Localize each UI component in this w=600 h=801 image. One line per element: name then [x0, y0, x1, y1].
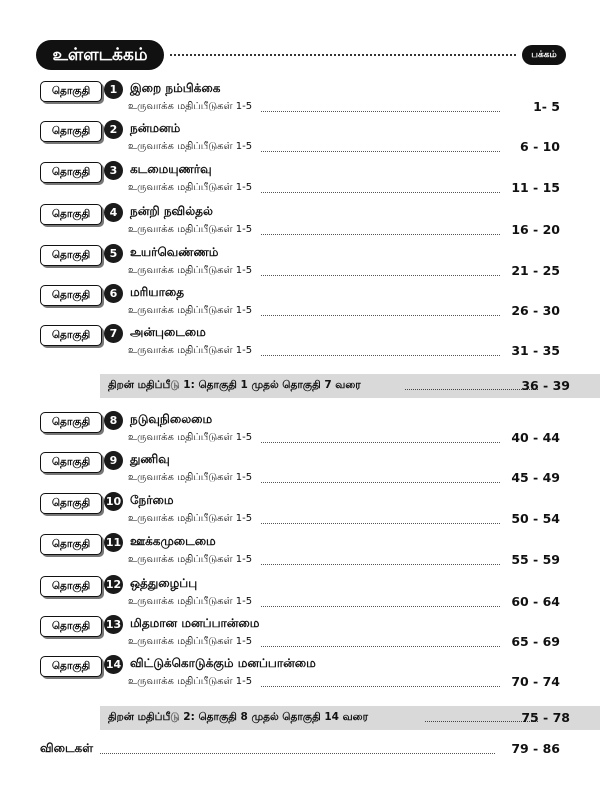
- dotted-leader: [261, 192, 500, 193]
- sub-label: உருவாக்க மதிப்பீடுகள் 1-5: [128, 265, 253, 276]
- lesson-title: நன்றி நவில்தல்: [130, 204, 213, 218]
- sub-label: உருவாக்க மதிப்பீடுகள் 1-5: [128, 636, 253, 647]
- lesson-title: அன்புடைமை: [130, 325, 206, 339]
- lesson-title: கடமையுணர்வு: [130, 162, 212, 176]
- page-range: 6 - 10: [520, 139, 560, 154]
- page-range: 45 - 49: [511, 470, 560, 485]
- lesson-number: 13: [104, 615, 123, 634]
- page-range: 16 - 20: [511, 222, 560, 237]
- sub-label: உருவாக்க மதிப்பீடுகள் 1-5: [128, 182, 253, 193]
- assessment-title: திறன் மதிப்பீடு 1: தொகுதி 1 முதல் தொகுதி 7 வரை: [108, 379, 361, 391]
- sub-label: உருவாக்க மதிப்பீடுகள் 1-5: [128, 101, 253, 112]
- lesson-badge: தொகுதி: [40, 245, 102, 266]
- lesson-badge: தொகுதி: [40, 412, 102, 433]
- lesson-number: 5: [104, 244, 123, 263]
- answers-label: விடைகள்: [40, 741, 94, 755]
- toc-entry-8[interactable]: [40, 410, 560, 448]
- toc-entry-4[interactable]: [40, 202, 560, 240]
- lesson-number: 3: [104, 161, 123, 180]
- page-range: 36 - 39: [521, 378, 570, 393]
- toc-entry-5[interactable]: [40, 243, 560, 281]
- toc-entry-6[interactable]: [40, 283, 560, 321]
- sub-label: உருவாக்க மதிப்பீடுகள் 1-5: [128, 305, 253, 316]
- toc-entry-7[interactable]: [40, 323, 560, 361]
- lesson-title: நன்மனம்: [130, 121, 181, 135]
- dotted-leader: [261, 482, 500, 483]
- lesson-badge: தொகுதி: [40, 452, 102, 473]
- dotted-leader: [261, 275, 500, 276]
- page-range: 21 - 25: [511, 263, 560, 278]
- sub-label: உருவாக்க மதிப்பீடுகள் 1-5: [128, 596, 253, 607]
- lesson-badge: தொகுதி: [40, 616, 102, 637]
- page-range: 55 - 59: [511, 552, 560, 567]
- toc-entry-10[interactable]: [40, 491, 560, 529]
- lesson-number: 7: [104, 324, 123, 343]
- lesson-badge: தொகுதி: [40, 325, 102, 346]
- toc-entry-14[interactable]: [40, 654, 560, 692]
- dotted-leader: [261, 606, 500, 607]
- lesson-badge: தொகுதி: [40, 162, 102, 183]
- dotted-leader: [261, 151, 500, 152]
- lesson-title: இறை நம்பிக்கை: [130, 81, 221, 95]
- sub-label: உருவாக்க மதிப்பீடுகள் 1-5: [128, 141, 253, 152]
- lesson-title: மிதமான மனப்பான்மை: [130, 616, 260, 630]
- page-range: 79 - 86: [511, 741, 560, 756]
- dotted-leader: [405, 389, 538, 390]
- lesson-title: ஊக்கமுடைமை: [130, 534, 216, 548]
- dotted-leader: [261, 564, 500, 565]
- lesson-badge: தொகுதி: [40, 576, 102, 597]
- lesson-number: 2: [104, 120, 123, 139]
- lesson-number: 12: [104, 575, 123, 594]
- dotted-leader: [261, 355, 500, 356]
- lesson-badge: தொகுதி: [40, 656, 102, 677]
- lesson-number: 6: [104, 284, 123, 303]
- dotted-leader: [170, 54, 516, 56]
- lesson-badge: தொகுதி: [40, 534, 102, 555]
- dotted-leader: [100, 753, 495, 754]
- toc-entry-3[interactable]: [40, 160, 560, 198]
- lesson-badge: தொகுதி: [40, 285, 102, 306]
- lesson-title: நடுவுநிலைமை: [130, 412, 213, 426]
- dotted-leader: [261, 315, 500, 316]
- toc-entry-9[interactable]: [40, 450, 560, 488]
- toc-entry-1[interactable]: [40, 79, 560, 117]
- lesson-number: 4: [104, 203, 123, 222]
- lesson-title: உயர்வெண்ணம்: [130, 245, 219, 259]
- sub-label: உருவாக்க மதிப்பீடுகள் 1-5: [128, 345, 253, 356]
- lesson-number: 11: [104, 533, 123, 552]
- sub-label: உருவாக்க மதிப்பீடுகள் 1-5: [128, 432, 253, 443]
- page-range: 31 - 35: [511, 343, 560, 358]
- sub-label: உருவாக்க மதிப்பீடுகள் 1-5: [128, 224, 253, 235]
- page-range: 75 - 78: [521, 710, 570, 725]
- sub-label: உருவாக்க மதிப்பீடுகள் 1-5: [128, 554, 253, 565]
- assessment-band-1[interactable]: [100, 374, 600, 398]
- sub-label: உருவாக்க மதிப்பீடுகள் 1-5: [128, 472, 253, 483]
- dotted-leader: [261, 234, 500, 235]
- toc-entry-2[interactable]: [40, 119, 560, 157]
- sub-label: உருவாக்க மதிப்பீடுகள் 1-5: [128, 676, 253, 687]
- page-range: 60 - 64: [511, 594, 560, 609]
- lesson-badge: தொகுதி: [40, 204, 102, 225]
- toc-entry-13[interactable]: [40, 614, 560, 652]
- page-column-label: பக்கம்: [522, 45, 566, 65]
- lesson-badge: தொகுதி: [40, 81, 102, 102]
- page-range: 11 - 15: [511, 180, 560, 195]
- toc-entry-11[interactable]: [40, 532, 560, 570]
- dotted-leader: [261, 686, 500, 687]
- lesson-number: 8: [104, 411, 123, 430]
- contents-header: [36, 40, 566, 70]
- lesson-badge: தொகுதி: [40, 493, 102, 514]
- dotted-leader: [261, 646, 500, 647]
- assessment-band-2[interactable]: [100, 706, 600, 730]
- page-range: 40 - 44: [511, 430, 560, 445]
- lesson-number: 10: [104, 492, 123, 511]
- sub-label: உருவாக்க மதிப்பீடுகள் 1-5: [128, 513, 253, 524]
- contents-title: உள்ளடக்கம்: [36, 40, 164, 70]
- lesson-title: துணிவு: [130, 452, 170, 466]
- page-range: 65 - 69: [511, 634, 560, 649]
- dotted-leader: [261, 442, 500, 443]
- assessment-title: திறன் மதிப்பீடு 2: தொகுதி 8 முதல் தொகுதி 14 வரை: [108, 711, 369, 723]
- lesson-badge: தொகுதி: [40, 121, 102, 142]
- lesson-number: 1: [104, 80, 123, 99]
- dotted-leader: [261, 111, 500, 112]
- lesson-title: மரியாதை: [130, 285, 185, 299]
- page-range: 70 - 74: [511, 674, 560, 689]
- lesson-title: ஒத்துழைப்பு: [130, 576, 198, 590]
- lesson-title: நேர்மை: [130, 493, 174, 507]
- lesson-number: 9: [104, 451, 123, 470]
- page-range: 26 - 30: [511, 303, 560, 318]
- lesson-title: விட்டுக்கொடுக்கும் மனப்பான்மை: [130, 656, 316, 670]
- answers-entry[interactable]: [40, 741, 560, 761]
- page-range: 50 - 54: [511, 511, 560, 526]
- lesson-number: 14: [104, 655, 123, 674]
- toc-entry-12[interactable]: [40, 574, 560, 612]
- dotted-leader: [261, 523, 500, 524]
- page-range: 1- 5: [533, 99, 560, 114]
